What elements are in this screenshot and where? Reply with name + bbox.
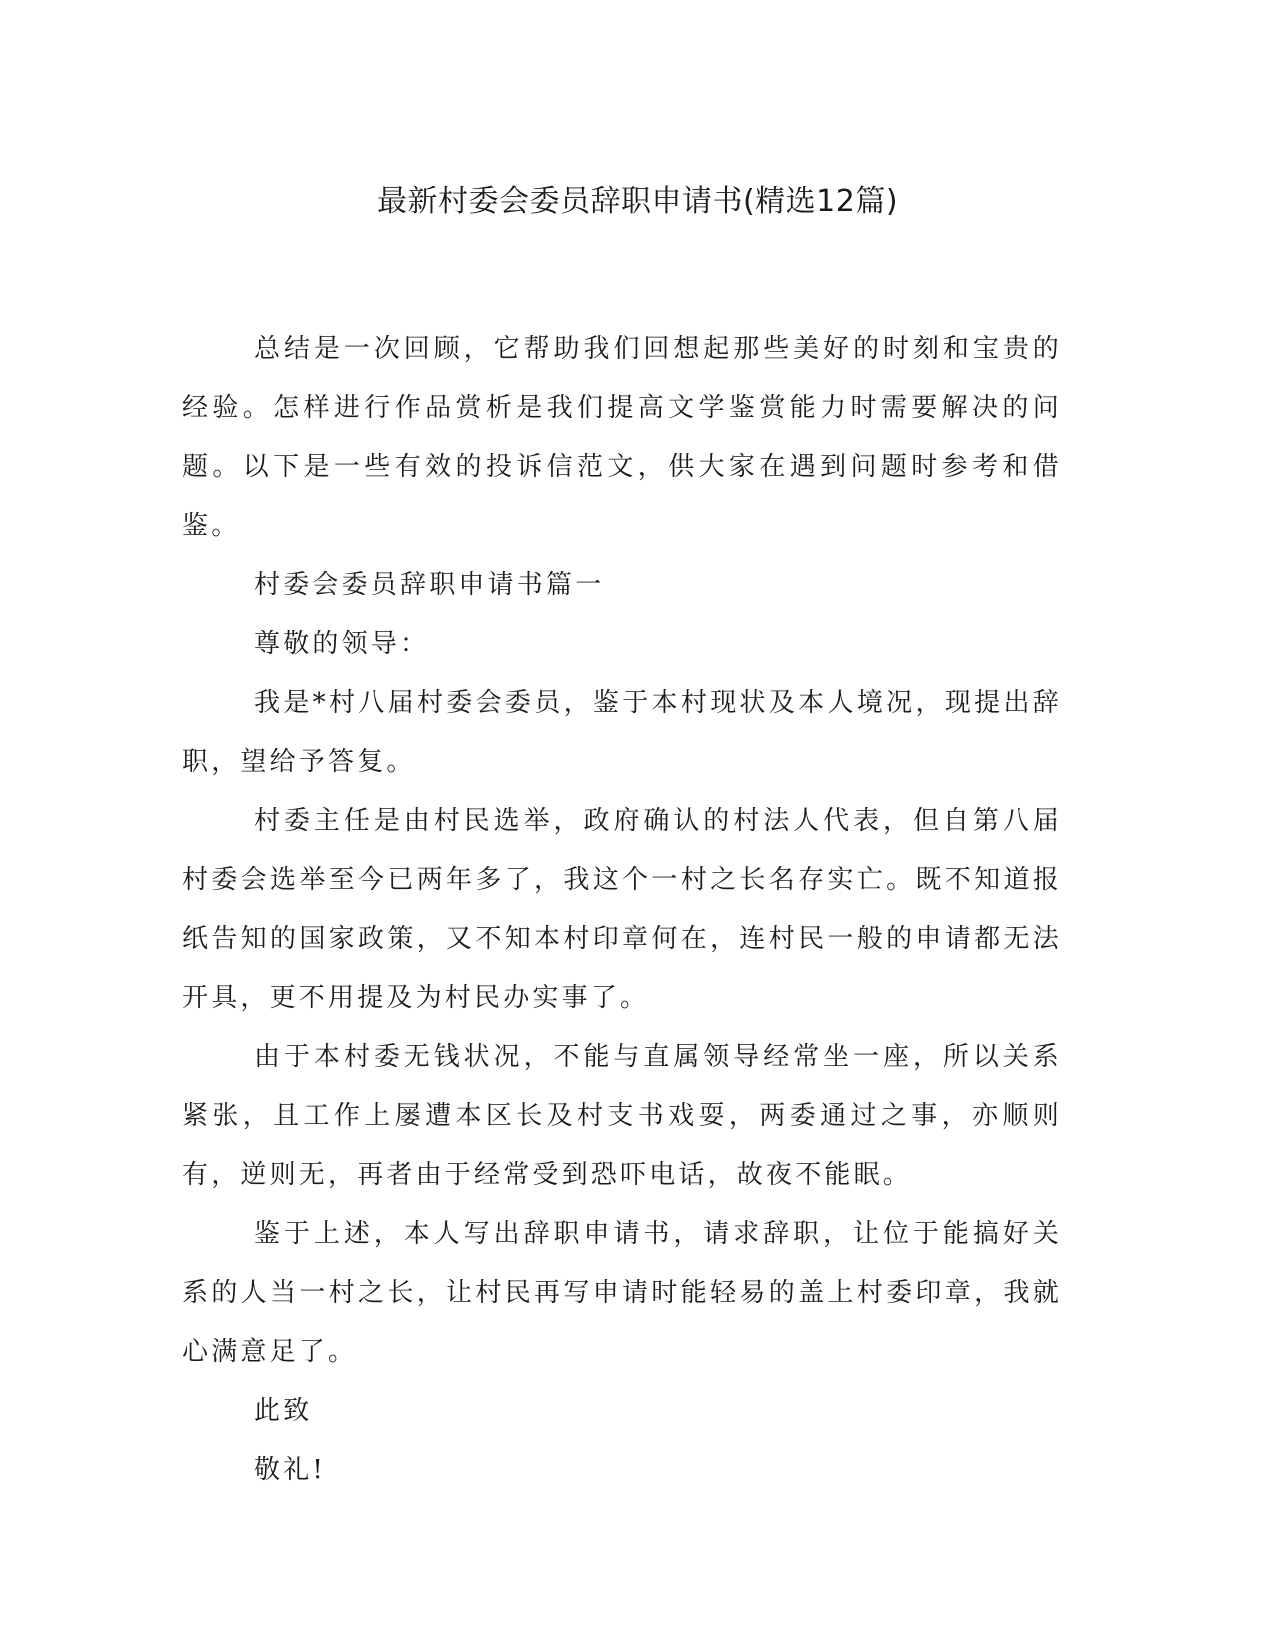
- document-body: [182, 320, 1062, 1500]
- closing-line: 此致: [254, 1396, 313, 1426]
- body-paragraph: 村委主任是由村民选举，政府确认的村法人代表，但自第八届村委会选举至今已两年多了，我这个一村之长名存实亡。既不知道报纸告知的国家政策，又不知本村印章何在，连村民一般的申请都无法开具，更不用提及为村民办实事了。: [182, 806, 1062, 1013]
- closing-regards: 敬礼!: [254, 1455, 327, 1485]
- body-paragraph: 我是*村八届村委会委员，鉴于本村现状及本人境况，现提出辞职，望给予答复。: [182, 688, 1062, 777]
- body-paragraph: 由于本村委无钱状况，不能与直属领导经常坐一座，所以关系紧张，且工作上屡遭本区长及村支书戏耍，两委通过之事，亦顺则有，逆则无，再者由于经常受到恐吓电话，故夜不能眠。: [182, 1042, 1062, 1190]
- salutation: 尊敬的领导：: [254, 629, 430, 659]
- intro-paragraph: 总结是一次回顾，它帮助我们回想起那些美好的时刻和宝贵的经验。怎样进行作品赏析是我们提高文学鉴赏能力时需要解决的问题。以下是一些有效的投诉信范文，供大家在遇到问题时参考和借鉴。: [182, 334, 1062, 541]
- document-title: 最新村委会委员辞职申请书(精选12篇): [376, 184, 899, 219]
- section-heading: 村委会委员辞职申请书篇一: [254, 570, 605, 600]
- body-paragraph: 鉴于上述，本人写出辞职申请书，请求辞职，让位于能搞好关系的人当一村之长，让村民再写申请时能轻易的盖上村委印章，我就心满意足了。: [182, 1219, 1062, 1367]
